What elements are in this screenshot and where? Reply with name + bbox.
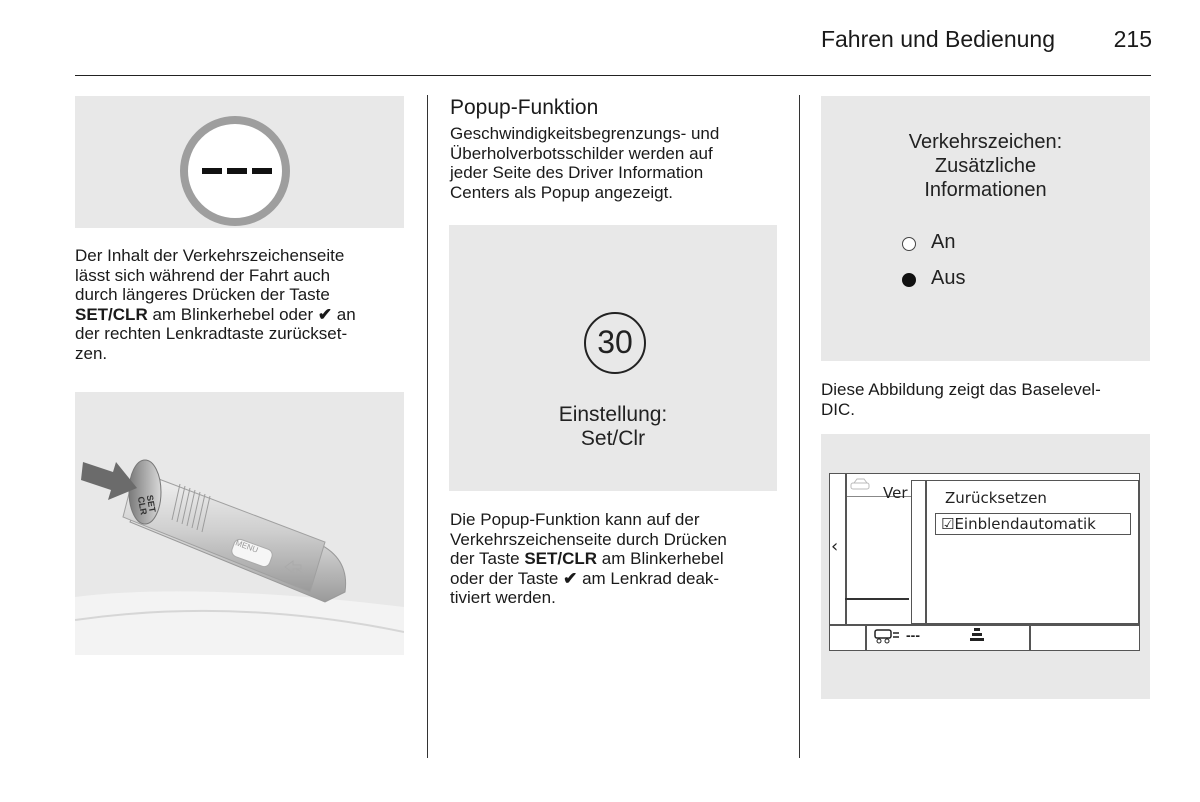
turn-signal-lever-figure <box>75 392 404 655</box>
turn-signal-lever-illustration <box>75 392 404 655</box>
no-restriction-sign-icon <box>180 116 290 226</box>
col1-paragraph: Der Inhalt der Verkehrszeichenseite lässt sich während der Fahrt auch durch längeres Drücken der Taste SET/CLR am Blinkerhebel oder ✔ an der rechten Lenkradtaste zurückset- zen. <box>75 246 356 363</box>
lane-icon <box>969 628 985 642</box>
lever-menu-label: MENU <box>234 538 260 555</box>
set-clr-key-label: SET/CLR <box>75 304 148 324</box>
column-divider-left <box>427 95 428 758</box>
running-header-title: Fahren und Bedienung <box>820 26 1055 52</box>
set-clr-key-label: SET/CLR <box>524 549 598 568</box>
settings-menu-figure <box>821 96 1150 361</box>
dic-figure <box>821 434 1150 699</box>
option-an-label: An <box>931 231 956 253</box>
option-aus-label: Aus <box>931 267 966 289</box>
col2-body: Die Popup-Funktion kann auf der Verkehrszeichenseite durch Drücken der Taste SET/CLR am Blinkerhebel oder der Taste ✔ am Lenkrad deak- tiviert werden. <box>450 510 727 607</box>
check-icon: ✔ <box>563 568 578 588</box>
col3-caption: Diese Abbildung zeigt das Baselevel- DIC. <box>821 380 1101 419</box>
dic-tab-label: Ver <box>883 484 908 502</box>
chevron-left-icon: ‹ <box>831 536 839 557</box>
checkbox-checked-icon: ☑ <box>941 515 955 533</box>
header-rule <box>75 75 1151 76</box>
radio-aus-selected-icon <box>902 273 916 287</box>
menu-title: Verkehrszeichen: Zusätzliche Informationen <box>908 131 1063 201</box>
column-divider-right <box>799 95 800 758</box>
lever-set-clr-label: SET CLR <box>135 494 158 516</box>
dic-menu-item-reset: Zurücksetzen <box>945 489 1047 507</box>
radio-an-icon <box>902 237 916 251</box>
popup-display-figure <box>449 225 777 491</box>
car-icon <box>849 478 871 492</box>
dic-menu-item-autopopup: ☑Einblendautomatik <box>941 515 1096 533</box>
section-heading: Popup-Funktion <box>450 96 599 119</box>
page-number: 215 <box>1113 26 1152 52</box>
check-icon: ✔ <box>317 304 333 324</box>
sign-figure <box>75 96 404 228</box>
popup-caption: Einstellung: Set/Clr <box>558 403 668 450</box>
traffic-sign-car-icon <box>873 627 901 647</box>
speed-limit-sign-icon: 30 <box>584 312 646 374</box>
col2-intro: Geschwindigkeitsbegrenzungs- und Überholverbotsschilder werden auf jeder Seite des Driver Information Centers als Popup angezeigt. <box>450 124 720 202</box>
dic-status-dashes: --- <box>906 627 920 643</box>
